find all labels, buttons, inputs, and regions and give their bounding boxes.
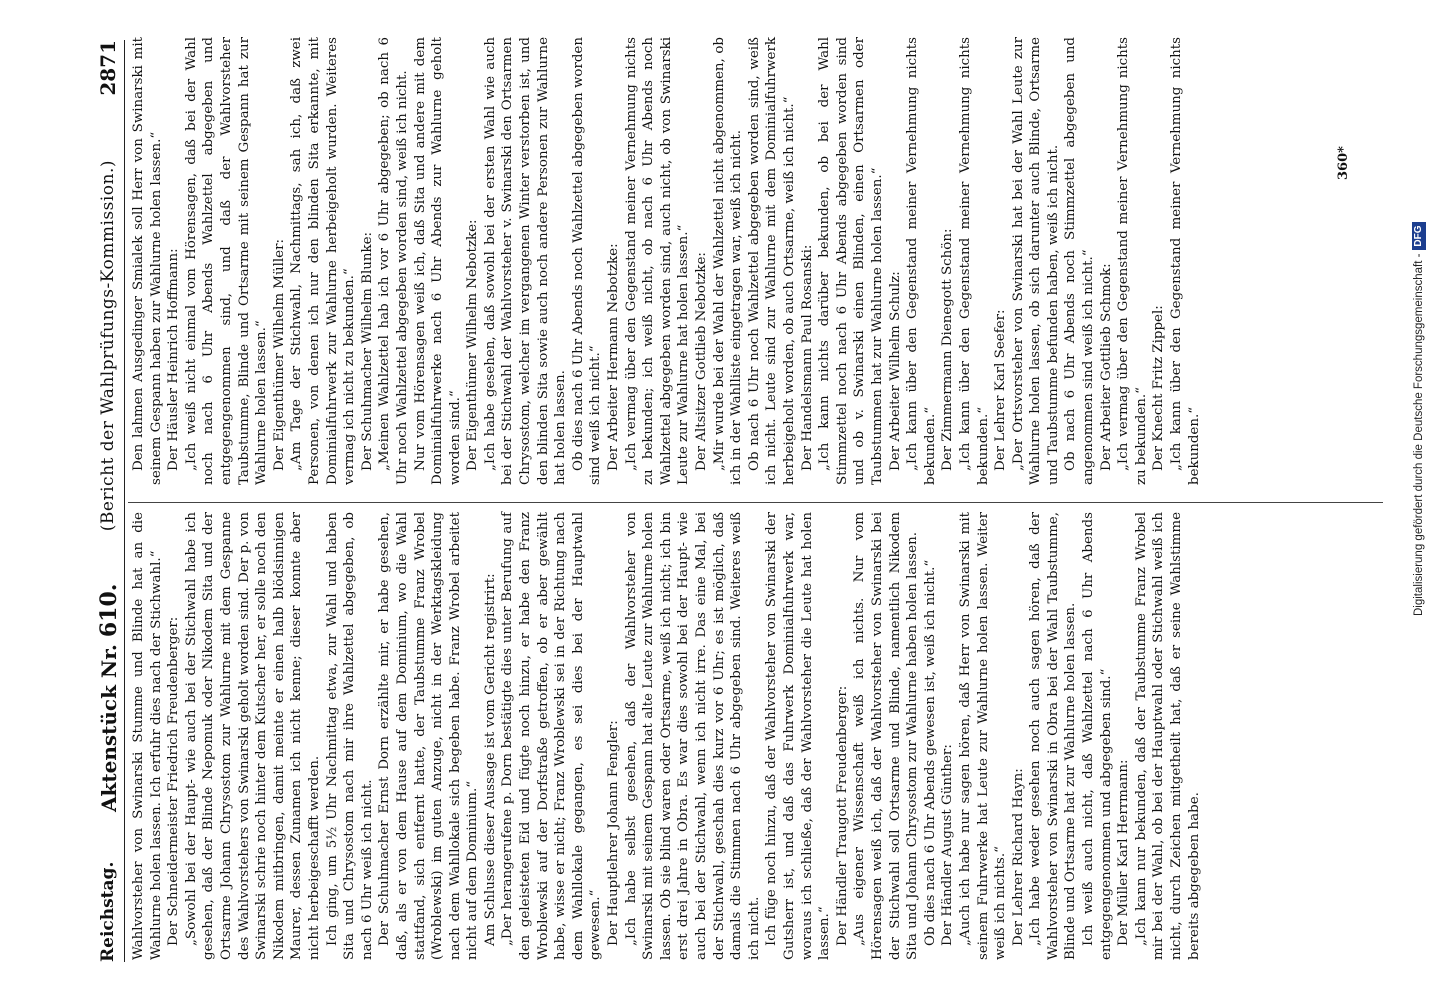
stamp-text: Digitalisierung gefördert durch die Deutsche Forschungsgemeinschaft -	[1413, 253, 1425, 616]
paragraph: „Mir wurde bei der Wahl der Wahlzettel nicht abgenommen, ob ich in der Wahlliste eingetragen war, weiß ich nicht.	[711, 37, 745, 485]
rotated-page	[86, 0, 1406, 1000]
header-document-number: 610.	[96, 583, 122, 638]
paragraph: Ich weiß auch nicht, daß Wahlzettel nach 6 Uhr Abends entgegengenommen und abgegeben sind.“	[1081, 512, 1114, 960]
paragraph: Der Altsitzer Gottlieb Nebotzke:	[694, 252, 709, 471]
page-header	[92, 40, 126, 962]
paragraph: Nur vom Hörensagen weiß ich, daß Sita und andere mit dem Dominialfuhrwerke nach 6 Uhr Abends zur Wahlurne geholt worden sind.“	[412, 37, 463, 485]
header-document-label: Aktenstück Nr.	[97, 644, 121, 812]
paragraph: „Ich kann nur bekunden, daß der Taubstumme Franz Wrobel mir bei der Wahl, ob bei der Hauptwahl oder Stichwahl weiß ich nicht, durch Zeichen mitgetheilt hat, daß er seine Wahlstimme bereits abgegeben habe.	[1133, 512, 1202, 960]
paragraph: „Ich kann nichts darüber bekunden, ob bei der Wahl Stimmzettel noch nach 6 Uhr Abends abgegeben worden sind und ob v. Swinarski einen Blinden, einen Ortsarmen oder Taubstummen hat zur Wahlurne holen lassen.“	[817, 37, 885, 485]
paragraph: Ob dies nach 6 Uhr Abends gewesen ist, weiß ich nicht.“	[922, 559, 938, 946]
paragraph: Der Handelsmann Paul Rosanski:	[799, 244, 815, 471]
paragraph: Der Arbeiter Gottlieb Schmok:	[1098, 263, 1114, 471]
paragraph: Am Schlusse dieser Aussage ist vom Gericht registrirt:	[482, 573, 498, 946]
paragraph: Der Häusler Heinrich Hoffmann:	[166, 248, 182, 471]
paragraph: „Der herangerufene p. Dorn bestätigte dies unter Berufung auf den geleisteten Eid und fügte noch hinzu, er habe den Franz Wroblewski auf der Dorfstraße getroffen, ob er aber gewählt habe, wisse er nicht; Franz Wroblewski sei in der Richtung nach dem Wahllokale gegangen, es sei dies bei der Hauptwahl gewesen.“	[500, 512, 604, 960]
paragraph: „Ich kann über den Gegenstand meiner Vernehmung nichts bekunden.“	[957, 37, 991, 485]
digitization-stamp	[1408, 6, 1430, 996]
paragraph: Der Zimmermann Dienegott Schön:	[940, 228, 956, 471]
paragraph: „Meinen Wahlzettel hab ich vor 6 Uhr abgegeben; ob nach 6 Uhr noch Wahlzettel abgegeben worden sind, weiß ich nicht.	[377, 37, 410, 485]
paragraph: Der Lehrer Richard Hayn:	[1010, 768, 1026, 946]
left-column	[130, 512, 1203, 960]
paragraph: „Aus eigener Wissenschaft weiß ich nichts. Nur vom Hörensagen weiß ich, daß der Wahlvorsteher von Swinarski bei der Stichwahl soll Ortsarme und Blinde, namentlich Nikodem Sita und Johann Chrysostom zur Wahlurne haben holen lassen.	[852, 512, 921, 960]
paragraph: Ich ging, um 5½ Uhr Nachmittag etwa, zur Wahl und haben Sita und Chrysostom nach mir ihre Wahlzettel abgegeben, ob nach 6 Uhr weiß ich nicht.	[324, 512, 375, 960]
paragraph: Ob nach 6 Uhr noch Wahlzettel abgegeben worden sind, weiß ich nicht. Leute sind zur Wahlurne mit dem Dominialfuhrwerk herbeigeholt worden, ob auch Ortsarme, weiß ich nicht.“	[746, 37, 797, 485]
paragraph: Der Lehrer Karl Seefer:	[993, 309, 1009, 471]
right-column	[130, 37, 1203, 485]
paragraph: Der Arbeiter Wilhelm Schulz:	[887, 271, 903, 471]
header-center	[96, 584, 122, 812]
paragraph: Den lahmen Ausgedinger Smialek soll Herr von Swinarski mit seinem Gespann haben zur Wahlurne holen lassen.“	[131, 37, 164, 485]
page-number: 2871	[96, 40, 120, 96]
paragraph: Der Knecht Fritz Zippel:	[1151, 305, 1167, 471]
signature-mark: 360*	[1336, 146, 1351, 180]
header-left: Reichstag.	[98, 861, 118, 962]
paragraph: „Sowohl bei der Haupt- wie auch bei der Stichwahl habe ich gesehen, daß der Blinde Nepomuk oder Nikodem Sita und der Ortsarme Johann Chrysostom zur Wahlurne mit dem Gespanne des Wahlvorstehers von Swinarski geholt worden sind. Der p. von Swinarski schrie noch hinter dem Kutscher her, er solle noch den Nikodem mitbringen, damit meinte er einen halb blödsinnigen Maurer, dessen Zunamen ich nicht kenne; dieser konnte aber nicht herbeigeschafft werden.	[183, 512, 322, 960]
paragraph: Ob dies nach 6 Uhr Abends noch Wahlzettel abgegeben worden sind weiß ich nicht.“	[570, 37, 604, 485]
paragraph: „Auch ich habe nur sagen hören, daß Herr von Swinarski mit seinem Fuhrwerke hat Leute zur Wahlurne holen lassen. Weiter weiß ich nichts.“	[957, 512, 1009, 960]
paragraph: Ich füge noch hinzu, daß der Wahlvorsteher von Swinarski der Gutsherr ist, und daß das Fuhrwerk Dominialfuhrwerk war, woraus ich schließe, daß der Wahlvorsteher die Leute hat holen lassen.“	[764, 512, 833, 960]
paragraph: „Am Tage der Stichwahl, Nachmittags, sah ich, daß zwei Personen, von denen ich nur den blinden Sita erkannte, mit Dominialfuhrwerk zur Wahlurne herbeigeholt wurden. Weiteres vermag ich nicht zu bekunden.“	[289, 37, 358, 485]
paragraph: Der Eigenthümer Wilhelm Müller:	[271, 238, 287, 471]
paragraph: Wahlvorsteher von Swinarski Stumme und Blinde hat an die Wahlurne holen lassen. Ich erfuhr dies nach der Stichwahl.“	[131, 512, 164, 960]
paragraph: Der Arbeiter Hermann Nebotzke:	[606, 243, 622, 471]
paragraph: „Ich habe selbst gesehen, daß der Wahlvorsteher von Swinarski mit seinem Gespann hat alte Leute zur Wahlurne holen lassen. Ob sie blind waren oder Ortsarme, weiß ich nicht; ich bin erst drei Jahre in Obra. Es war dies sowohl bei der Haupt- wie auch bei der Stichwahl, wenn ich nicht irre. Das eine Mal, bei der Stichwahl, geschah dies kurz vor 6 Uhr; es ist möglich, daß damals die Stimmen nach 6 Uhr abgegeben sind. Weiteres weiß ich nicht.	[623, 512, 762, 960]
paragraph: Der Schuhmacher Wilhelm Blunke:	[359, 231, 375, 471]
paragraph: Der Händler Traugott Freudenberger:	[834, 685, 850, 946]
paragraph: „Ich vermag über den Gegenstand meiner Vernehmung nichts zu bekunden.“	[1116, 37, 1149, 485]
paragraph: „Ich habe weder gesehen noch auch sagen hören, daß der Wahlvorsteher von Swinarski in Obra bei der Wahl Taubstumme, Blinde und Ortsarme hat zur Wahlurne holen lassen.	[1028, 512, 1079, 960]
paragraph: Der Müller Karl Herrmann:	[1116, 759, 1132, 946]
paragraph: „Ich vermag über den Gegenstand meiner Vernehmung nichts zu bekunden; ich weiß nicht, ob nach 6 Uhr Abends noch Wahlzettel abgegeben worden sind, auch nicht, ob von Swinarski Leute zur Wahlurne hat holen lassen.“	[623, 37, 692, 485]
stamp-text-wrapper	[1408, 6, 1430, 996]
paragraph: „Ich kann über den Gegenstand meiner Vernehmung nichts bekunden.“	[1169, 37, 1202, 485]
paragraph: Der Schneidermeister Friedrich Freudenberger:	[166, 616, 182, 946]
paragraph: „Ich kann über den Gegenstand meiner Vernehmung nichts bekunden.“	[905, 37, 938, 485]
paragraph: „Ich habe gesehen, daß sowohl bei der ersten Wahl wie auch bei der Stichwahl der Wahlvorsteher v. Swinarski den Ortsarmen Chrysostom, welcher im vergangenen Winter verstorben ist, und den blinden Sita sowie auch noch andere Personen zur Wahlurne hat holen lassen.	[482, 37, 569, 485]
paragraph: Der Hauptlehrer Johann Fengler:	[606, 720, 622, 946]
paragraph: Ob nach 6 Uhr Abends noch Stimmzettel abgegeben und angenommen sind weiß ich nicht.“	[1063, 37, 1097, 485]
header-right: (Bericht der Wahlprüfungs-Kommission.)	[98, 160, 118, 532]
paragraph: „Der Ortsvorsteher von Swinarski hat bei der Wahl Leute zur Wahlurne holen lassen, ob sich darunter auch Blinde, Ortsarme und Taubstumme befunden haben, weiß ich nicht.	[1010, 37, 1061, 485]
dfg-logo: DFG	[1412, 222, 1426, 249]
paragraph: Der Schuhmacher Ernst Dorn erzählte mir, er habe gesehen, daß, als er von dem Hause auf dem Dominium, wo die Wahl stattfand, sich entfernt hatte, der Taubstumme Franz Wrobel (Wroblewski) im guten Anzuge, nicht in der Werktagskleidung nach dem Wahllokale sich begeben habe. Franz Wrobel arbeitet nicht auf dem Dominium.“	[377, 512, 481, 960]
header-rule	[124, 40, 125, 962]
paragraph: Der Eigenthümer Wilhelm Nebotzke:	[465, 219, 481, 471]
paragraph: „Ich weiß nicht einmal vom Hörensagen, daß bei der Wahl noch nach 6 Uhr Abends Wahlzettel abgegeben und entgegengenommen sind, und daß der Wahlvorsteher Taubstumme, Blinde und Ortsarme mit seinem Gespann hat zur Wahlurne holen lassen.“	[183, 37, 270, 485]
column-divider	[128, 502, 1383, 503]
paragraph: Der Händler August Günther:	[940, 744, 956, 946]
